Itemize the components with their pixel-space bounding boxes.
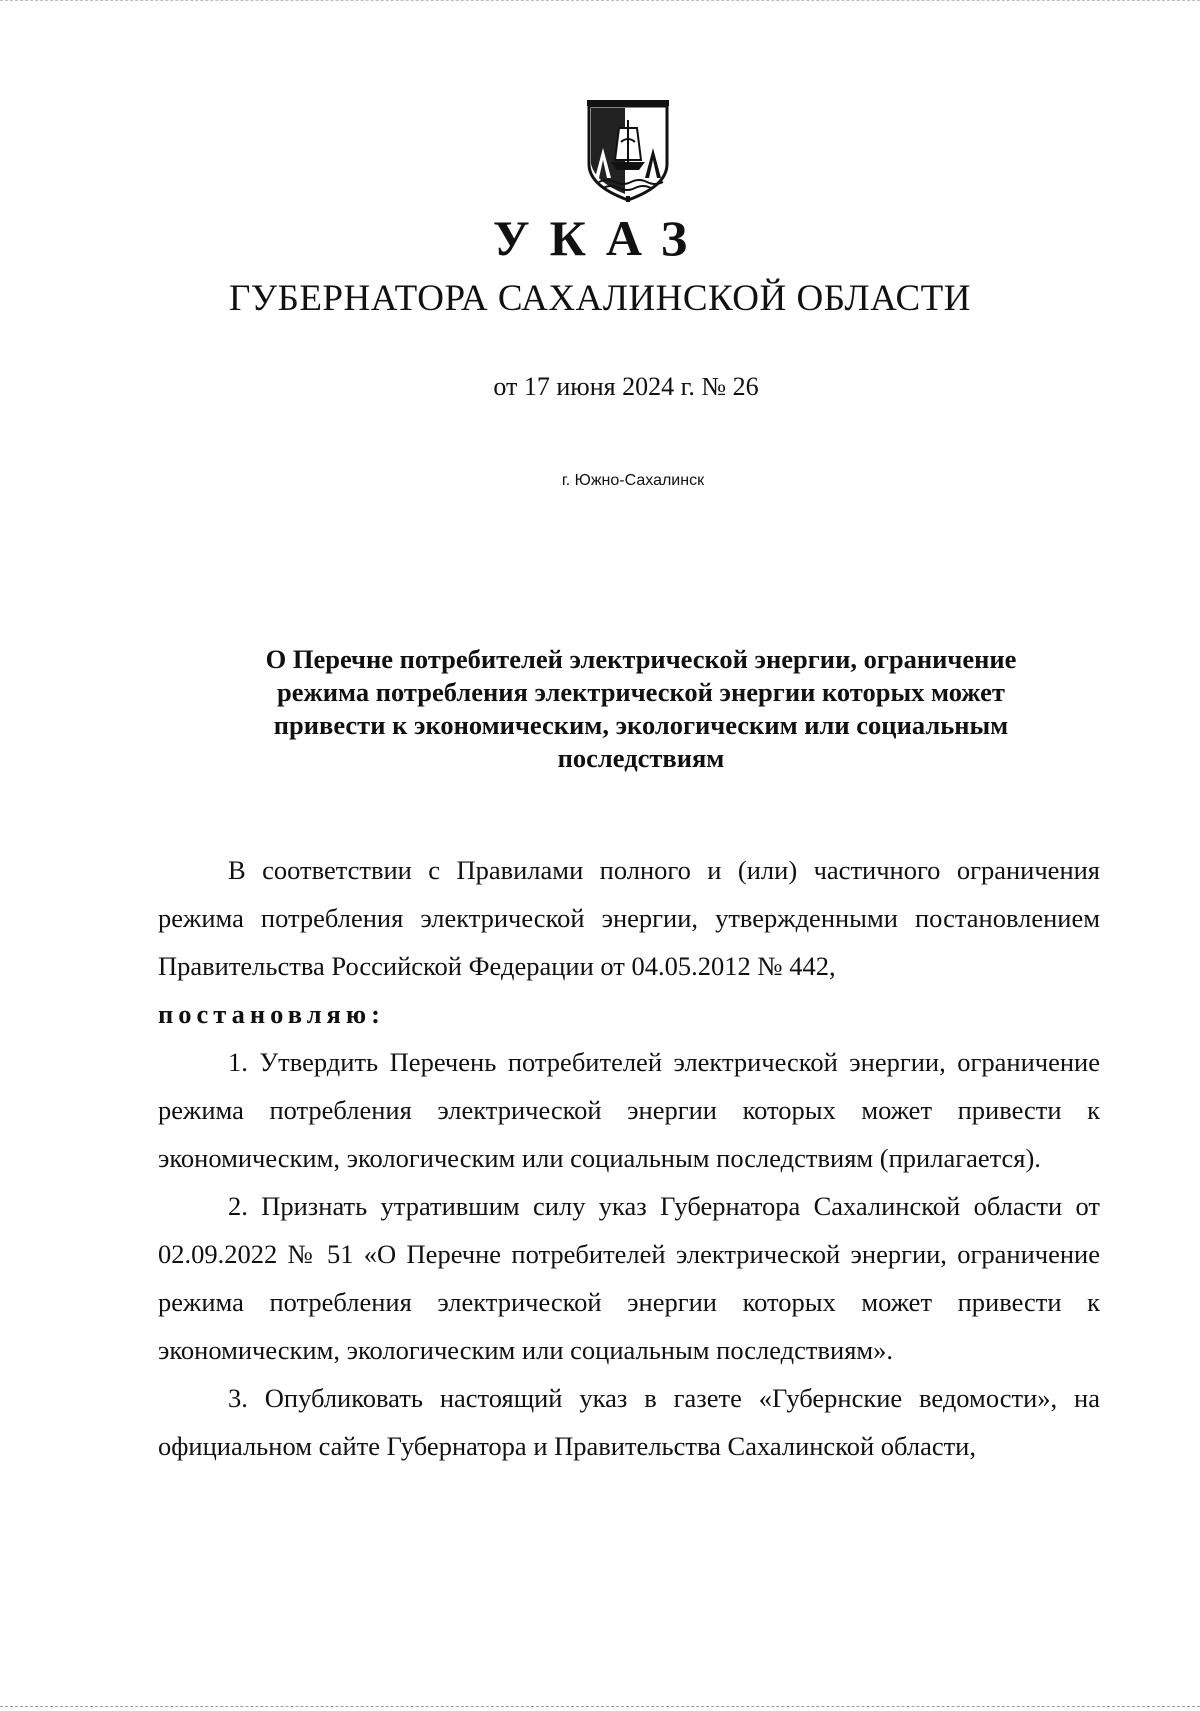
preamble-paragraph: В соответствии с Правилами полного и (или) частичного ограничения режима потребления электрической энергии, утвержденными постановлением Правительства Российской Федерации от 04.05.2012 № 442, <box>158 855 1100 981</box>
document-subtitle: ГУБЕРНАТОРА САХАЛИНСКОЙ ОБЛАСТИ <box>228 278 972 319</box>
scan-edge-top <box>0 0 1200 3</box>
decree-word: постановляю: <box>158 999 385 1029</box>
decree-item-1: 1. Утвердить Перечень потребителей электрической энергии, ограничение режима потребления электрической энергии которых может привести к экономическим, экологическим или социальным последствиям (прилагается). <box>158 1047 1100 1173</box>
decree-item-3: 3. Опубликовать настоящий указ в газете «Губернские ведомости», на официальном сайте Губернатора и Правительства Сахалинской области, <box>158 1383 1100 1461</box>
document-title: УКАЗ <box>492 210 708 266</box>
document-date: от 17 июня 2024 г. № 26 <box>493 372 759 401</box>
sakhalin-coat-of-arms-icon <box>585 98 671 202</box>
document-body <box>158 846 1100 1470</box>
decree-item-2: 2. Признать утратившим силу указ Губернатора Сахалинской области от 02.09.2022 № 51 «О Перечне потребителей электрической энергии, ограничение режима потребления электрической энергии которых может привести к экономическим, экологическим или социальным последствиям». <box>158 1191 1100 1365</box>
document-city: г. Южно-Сахалинск <box>561 472 705 489</box>
scan-edge-bottom <box>0 1706 1200 1709</box>
document-heading: О Перечне потребителей электрической энергии, ограничение режима потребления электрической энергии которых может привести к экономическим, экологическим или социальным последствиям <box>265 644 1017 773</box>
